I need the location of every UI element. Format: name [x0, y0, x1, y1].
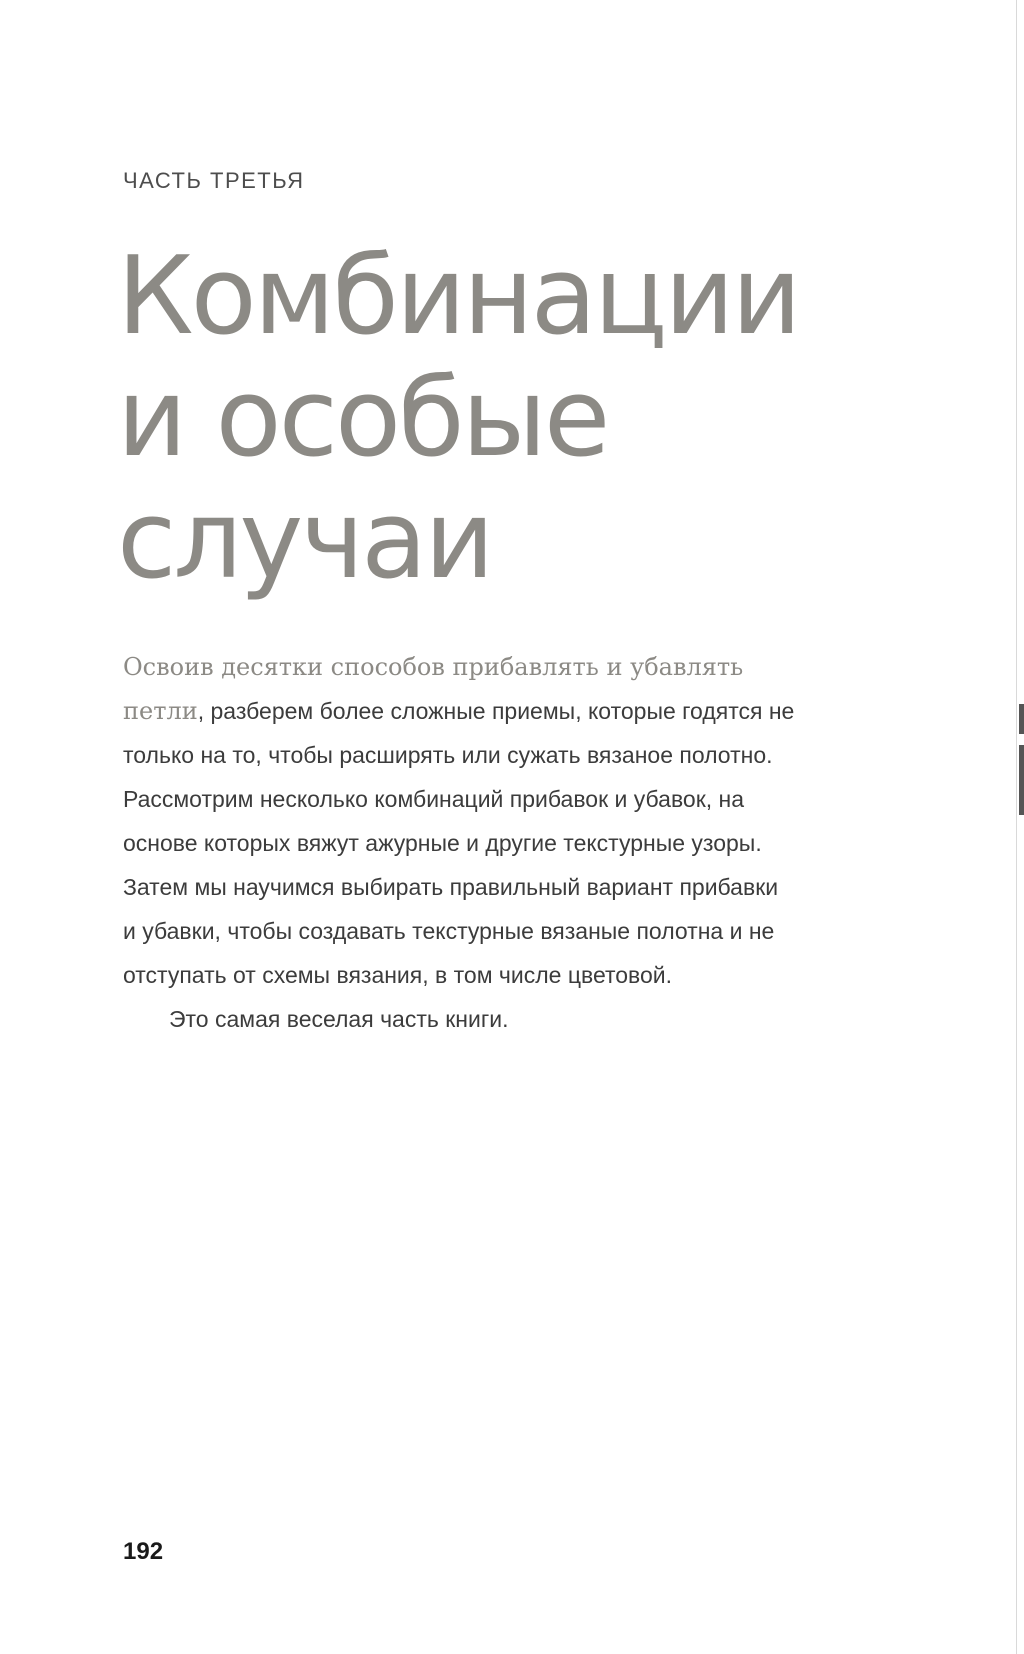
- intro-paragraph: [123, 645, 883, 1041]
- intro-line: Это самая веселая часть книги.: [169, 1006, 509, 1032]
- intro-line: и убавки, чтобы создавать текстурные вязаные полотна и не: [123, 918, 775, 944]
- page-number: 192: [123, 1538, 164, 1565]
- intro-line: [123, 689, 883, 733]
- intro-line: основе которых вяжут ажурные и другие текстурные узоры.: [123, 830, 762, 856]
- intro-line: только на то, чтобы расширять или сужать вязаное полотно.: [123, 742, 773, 768]
- chapter-title-line: и особые: [117, 356, 608, 481]
- edge-mark: [1019, 745, 1024, 815]
- intro-line: [123, 645, 883, 689]
- page-edge-line: [1016, 0, 1017, 1654]
- intro-line: Рассмотрим несколько комбинаций прибавок и убавок, на: [123, 786, 745, 812]
- chapter-title-line: Комбинации: [117, 234, 799, 359]
- intro-text: , разберем более сложные приемы, которые годятся не: [197, 698, 795, 724]
- intro-lead-text: Освоив десятки способов прибавлять и убавлять: [123, 653, 744, 681]
- intro-line: Затем мы научимся выбирать правильный вариант прибавки: [123, 874, 779, 900]
- part-label: ЧАСТЬ ТРЕТЬЯ: [123, 168, 305, 193]
- chapter-title: [117, 236, 977, 602]
- intro-line: отступать от схемы вязания, в том числе цветовой.: [123, 962, 673, 988]
- chapter-title-line: случаи: [117, 478, 492, 603]
- edge-mark: [1019, 704, 1024, 734]
- intro-lead-text: петли: [123, 697, 198, 725]
